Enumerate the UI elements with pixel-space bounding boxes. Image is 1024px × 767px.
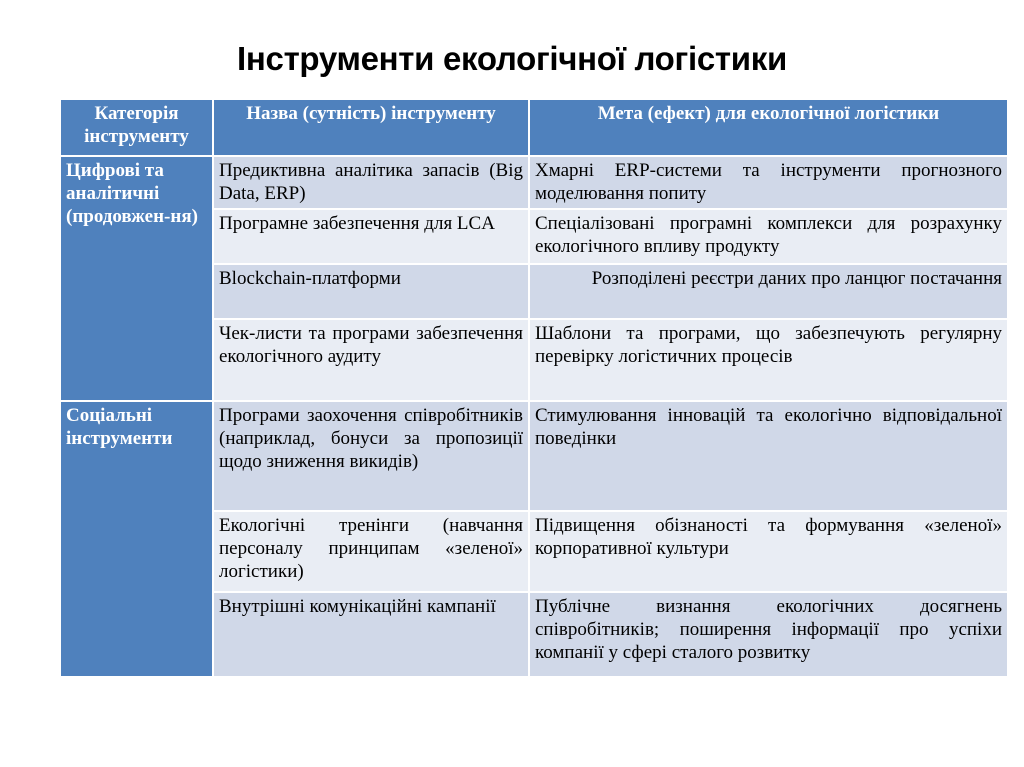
table-header-row xyxy=(60,99,1008,156)
category-cell: Цифрові та аналітичні (продовжен-ня) xyxy=(60,156,213,401)
tool-goal-cell: Розподілені реєстри даних про ланцюг постачання xyxy=(529,264,1008,319)
tool-name-cell: Екологічні тренінги (навчання персоналу принципам «зеленої» логістики) xyxy=(213,511,529,592)
tool-name-cell: Предиктивна аналітика запасів (Big Data, ERP) xyxy=(213,156,529,209)
slide-title: Інструменти екологічної логістики xyxy=(237,40,787,77)
tool-name-cell: Програмне забезпечення для LCA xyxy=(213,209,529,264)
tool-goal-cell: Хмарні ERP-системи та інструменти прогнозного моделювання попиту xyxy=(529,156,1008,209)
tool-name-cell: Blockchain-платформи xyxy=(213,264,529,319)
header-goal: Мета (ефект) для екологічної логістики xyxy=(529,99,1008,156)
header-name: Назва (сутність) інструменту xyxy=(213,99,529,156)
tool-name-cell: Внутрішні комунікаційні кампанії xyxy=(213,592,529,677)
tool-name-cell: Програми заохочення співробітників (наприклад, бонуси за пропозиції щодо зниження викидів) xyxy=(213,401,529,511)
tool-goal-cell: Стимулювання інновацій та екологічно відповідальної поведінки xyxy=(529,401,1008,511)
tool-goal-cell: Підвищення обізнаності та формування «зеленої» корпоративної культури xyxy=(529,511,1008,592)
table-row xyxy=(60,156,1008,209)
tool-name-cell: Чек-листи та програми забезпечення екологічного аудиту xyxy=(213,319,529,401)
instruments-table xyxy=(59,98,1009,678)
header-category: Категорія інструменту xyxy=(60,99,213,156)
tool-goal-cell: Спеціалізовані програмні комплекси для розрахунку екологічного впливу продукту xyxy=(529,209,1008,264)
tool-goal-cell: Публічне визнання екологічних досягнень співробітників; поширення інформації про успіхи компанії у сфері сталого розвитку xyxy=(529,592,1008,677)
tool-goal-cell: Шаблони та програми, що забезпечують регулярну перевірку логістичних процесів xyxy=(529,319,1008,401)
table-row xyxy=(60,401,1008,511)
category-cell: Соціальні інструменти xyxy=(60,401,213,677)
